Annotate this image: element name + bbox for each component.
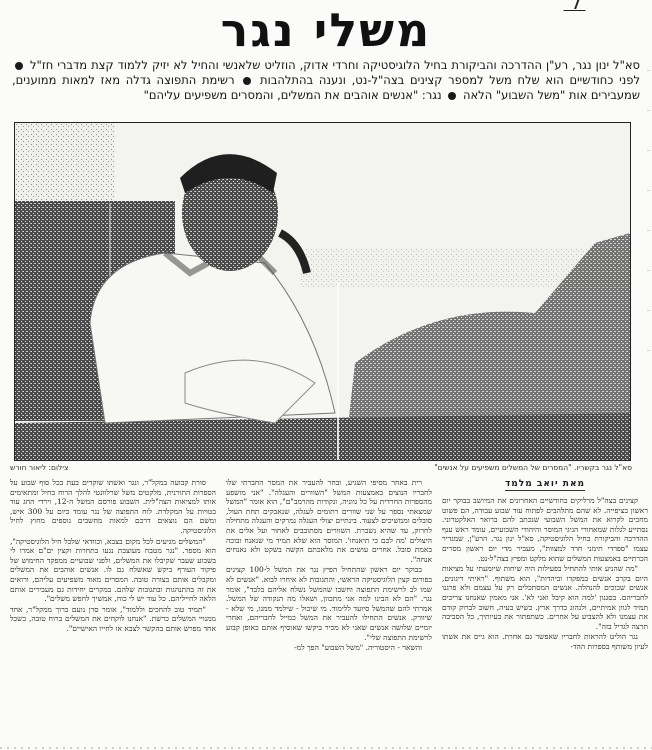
paragraph: נגר הוליט להראות לחבריו שאפשר גם אחרת. הוא גייס את אשתו לעיון משותף בספרות ההד- [442,632,648,651]
paragraph: "תמיד טוב להחכים וללמוד", אומר סרן נועם ברוך ממקל"ר, אחד ממנויי המשלים כרשת. "אנחנו לוקחים את המשלים ברוח טובה, כשכל אחד מפרש אותם בהקשר לצבא או לחייו האישיים". [10,604,216,633]
scan-artifact [0,747,652,749]
paragraph: "המשלים מגיעים לכל מקום בצבא, וכוודאי שלכל חיל הלוגיסטיקה", הוא מספר. "נגר מטבח מעוצבת נגעו בתחרות וקצין ים"ם אמרו לי בשבוע שעבר שקיבלו את המשלים, ולפני שבועיים ממפקד החימוש של פיקוד העורף ביקש שאשלח גם לו. אנשים אוהבים את המשלים ומקבלים אותם בצורה טובה. המסרים מאוד משפיעים עליהם, ורואים את זה בהתנהגות ובתגובות שלהם. במקרים יחידות גם מעבירים אותם הלאה לחייליהם. כל עוד יש לי כוח, אמשיך לחפש משלים". [10,536,216,604]
deck-line-2: והחיל לא יזיק ללמוד קצת מדברי חז"ל [30,58,219,72]
bullet-dot-icon [243,77,251,85]
deck-line-4: בצה"ל-נט, ונענה בהתלהבות [260,73,405,87]
paragraph: "מה שהניע אותי להתחיל בפעילות היה שיחות שיומעתי על מציאות היום בקרב אנשים במפקדו וביהדות", הוא משתוף. "ראיתי ריגונים, אנשים שכוכים להנהלה. אנשים המסתכלים רק על עצמם ולא פרגנו לחבריהם. בסגנון 'למה הוא קיבל ואני לא'. אני מאמין שאנחנו צריכים תמיד לגוון אמיתיים, ולנהוג כדרך ארץ. כשיש בעיה, חשוב לברוק קודם את עצמנו ולא להצביע על אחרים. כשתפתור את בעיותיך, כל הסביבה תרצה לגדיל בזה". [442,564,648,631]
column-right [442,478,648,748]
paragraph: בבוקר יום ראשון שהתחיל הפיץ נגר את המשל ל-100 קצינים בפורום קצין הלוגיסטיקה הראשי, והתגובות לא איחרו לבוא. "אנשים לא שמו לב לרשימת התפוצה וחשבו שהמשל נשלח אליהם בלבד", אומר נגר. "הם לא הבינו למה אני מתכוון, ושאלו מה הנקודה של המשל. אמרתי להם שהמשל סיועד ללימוד. מי שיכול - שילמד ממנו, מי שלא - שיוורק. אנשים התחילו להעביר את המשל כמייל לחבריהם, ואחרי יומיים שלושה אנשים שאני לא מכיר ביקשו שאוסיף אותם כאופן קבוע לרשימת התפוצה שלי". [226,565,432,642]
scan-artifact [647,70,650,370]
article-body [8,478,648,748]
paragraph: סורת קבועה במקל"ר, ונגר ואשתו שוקדים בעת בכל סוף שבוע על הספרות התורנית, מלקטים משל שרלוונטי להלך הרוח בחיל ומתאימים אותו למציאות הצה"לית. השבוע פורסם המשל ה-12, וירדי החג עוד בטויות על המקלדת. לוח התפוצה של נגר עומד כיום על 300 איש, ומשם הם נוצאים דרכם למאות מחשבים נוספים מחוץ לחיל הלוגיסטיקה. [10,478,216,535]
headline: משלי נגר [220,3,432,57]
byline [442,478,648,490]
bullet-dot-icon [448,92,456,100]
deck-line-6: אות "משל השבוע" הלאה [462,88,588,102]
deck-line-7: נגר: "אנשים אוהבים את המשלים, והמסרים משפיעים עליהם" [143,88,442,102]
photo-wall [15,123,115,203]
photo-credit: צילום: ליאור חורש [10,463,69,472]
deck-line-1: סא"ל ינון נגר, רע"ן ההדרכה והביקורת בחיל הלוגיסטיקה וחרדי אדוק, הוזליט שלאנשי [222,58,640,72]
article-photo [14,122,631,461]
paragraph: רית באחר מסיפי השגיע, ובחר להעביר את המסר החברתי שלו לחבריו הנוצים באמצעות המשל "השוורים והעגלה". "אני מושפע מהספרות החרדית על כל גווניה, ונקודות מהרמב"ם", הוא אומר "המשל שמצאתי נספר על שני שוורים רתומים לעגלה, שנאבקים תחת העול, סובלים וממשיכים לצעוד. בינתיים יצולי העגלה נמרקים והעגלה מתחילה לחרוק, עד שהיא נשברת. השוורים מסתובבים לאחור ועל אלים את היצולים 'מה לכם כי תיאנחו'. המוסר הוא שלא תמיד מי שנאנח ובוכה באמת סובל. אחרים עושים את מלאכתם הקשה בשקט ולא נאנחים אנחה". [226,478,432,564]
deck-line-5: רשימת התפוצה גדלה מאז למאות ממוענים, שמעבירים [12,73,640,102]
paragraph: והשאר - היסטוריה. "משל השבוע" הפך למ- [294,643,422,653]
photo-caption: סא"ל נגר בקשריו. "המסרים של המשלים משפיעים על אנשים" [434,463,632,472]
deck-line-3: לפני כחודשיים הוא שלח משל למספר קצינים [410,73,640,87]
column-middle [226,478,432,748]
deck-subheading [12,58,640,120]
column-left [10,478,216,748]
byline-text: מאת יואב מלמד [504,479,586,489]
photo-illustration [15,123,630,460]
paragraph: קצינים בצה"ל מרליקים בחודשיים האחרונים את המיושב בבוקר יום ראשון בציפייה. לא שהם מתלהבים לפתוח עוד שבוע עבודה, הם פשוט מחכים לקרוא את המשל השבועי שנכתב להם ברואר האלקטרוני. נסתייע לגלות שמאחורי הגיגי המוסר והיהודי השבועיים, עומד ראש ענף ההדרכה והביקורת בחיל הלוגיסטיקה, סא"ל ינון נגר. הרע"ן, שמגדיר עצמו "ספרדי תימני חרד למצוות", מעביר מדי יום ראשון מסרים הכרתיים באמצעות המשלים שהוא מלקט ומפיץ בצה"ל-נט. [442,496,648,563]
bullet-dot-icon [15,62,23,70]
